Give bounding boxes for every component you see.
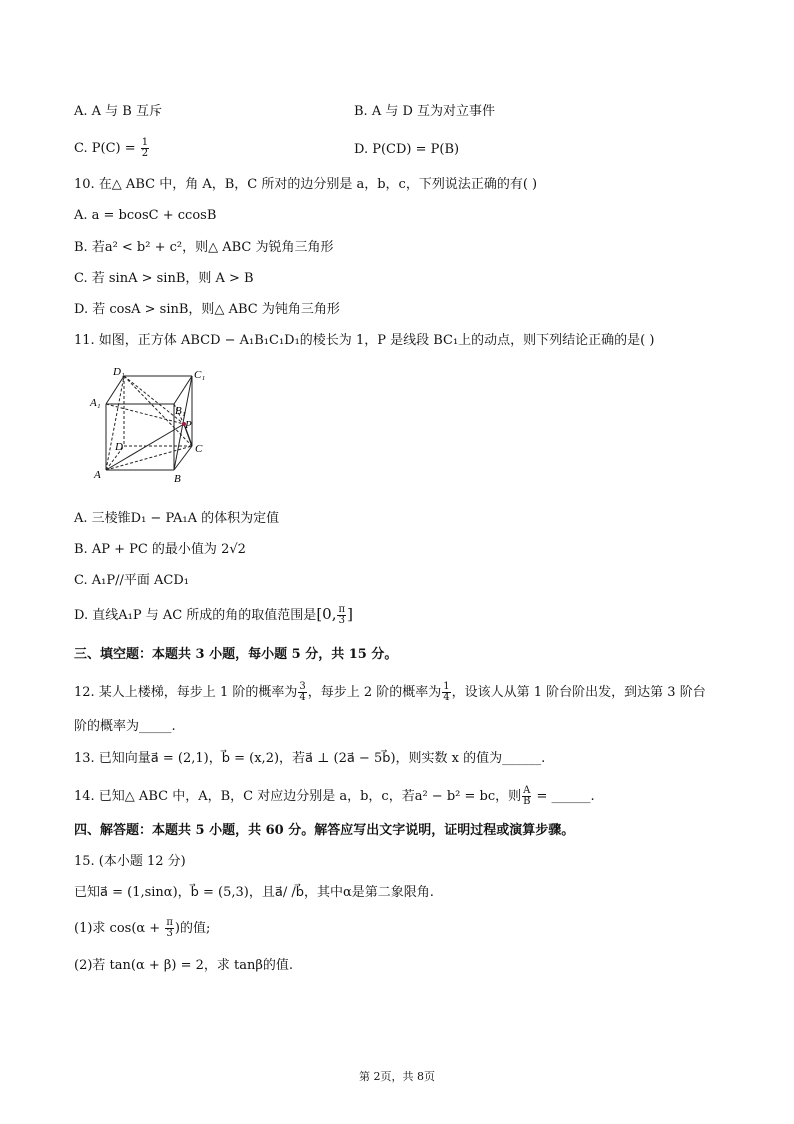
fraction-denominator: 3: [338, 615, 345, 626]
fraction-numerator: π: [338, 604, 346, 615]
q12-text-3: ，设该人从第 1 阶台阶出发，到达第 3 阶台: [451, 685, 706, 700]
q15-given: 已知a⃗ = (1,sinα)，b⃗ = (5,3)，且a⃗/ /b⃗，其中α是第二象限角.: [74, 885, 434, 900]
label-b: B: [174, 473, 181, 485]
q10-option-b: B. 若a² < b² + c²，则△ ABC 为锐角三角形: [74, 240, 334, 255]
q9-option-a: A. A 与 B 互斥: [74, 104, 162, 119]
q15-part-1: [74, 918, 210, 939]
fraction-numerator: 1: [443, 681, 450, 692]
label-p: P: [185, 419, 192, 431]
label-b1: B₁: [175, 405, 186, 417]
q12-fraction-1: [298, 682, 306, 703]
q14-text-post: = ______.: [532, 789, 595, 804]
cube-figure: [86, 362, 216, 490]
q10-option-d: D. 若 cosA > sinB，则△ ABC 为钝角三角形: [74, 302, 340, 317]
q12-line2: 阶的概率为_____.: [74, 719, 176, 734]
section-3-heading: 三、填空题：本题共 3 小题，每小题 5 分，共 15 分。: [74, 647, 398, 662]
range-open: [0,: [316, 605, 337, 623]
q10-stem: 10. 在△ ABC 中，角 A，B，C 所对的边分别是 a，b，c，下列说法正确的有( ): [74, 177, 538, 192]
label-c: C: [195, 443, 203, 455]
section-4-heading: 四、解答题：本题共 5 小题，共 60 分。解答应写出文字说明，证明过程或演算步骤。: [74, 823, 575, 838]
fraction-numerator: A: [523, 785, 531, 796]
q15-part-1-pre: (1)求 cos(α +: [74, 921, 165, 936]
label-a: A: [94, 469, 101, 481]
fraction-numerator: 3: [299, 681, 306, 692]
fraction-denominator: 3: [166, 928, 173, 939]
q9-option-c-text: C. P(C) =: [74, 141, 140, 156]
q14-fraction: [522, 786, 531, 807]
q13-text: 13. 已知向量a⃗ = (2,1)，b⃗ = (x,2)，若a⃗ ⊥ (2a⃗ − 5b⃗)，则实数 x 的值为______.: [74, 751, 546, 766]
fraction-denominator: 4: [443, 692, 450, 703]
q10-option-a: A. a = bcosC + ccosB: [74, 208, 217, 223]
page-footer: 第 2页，共 8页: [359, 1070, 435, 1083]
q15-part-1-fraction: [165, 918, 174, 939]
label-c1: C₁: [194, 369, 206, 381]
q12-line1: [74, 682, 706, 703]
q15-part-2: (2)若 tan(α + β) = 2，求 tanβ的值.: [74, 958, 294, 973]
fraction-denominator: B: [523, 796, 531, 807]
q11-option-d-text: D. 直线A₁P 与 AC 所成的角的取值范围是: [74, 608, 317, 623]
fraction-denominator: 4: [299, 692, 306, 703]
q9-option-b: B. A 与 D 互为对立事件: [354, 104, 496, 119]
fraction-numerator: π: [166, 917, 173, 928]
label-a1: A₁: [90, 397, 101, 409]
q15-heading: 15. (本小题 12 分): [74, 854, 186, 869]
q10-option-c: C. 若 sinA > sinB，则 A > B: [74, 271, 254, 286]
q9-option-c: [74, 138, 150, 159]
label-d: D: [115, 441, 123, 453]
q11-option-d-fraction: [337, 605, 346, 626]
q11-option-a: A. 三棱锥D₁ − PA₁A 的体积为定值: [74, 511, 280, 526]
range-close: ]: [347, 605, 353, 623]
q11-stem: 11. 如图，正方体 ABCD − A₁B₁C₁D₁的棱长为 1，P 是线段 BC₁上的动点，则下列结论正确的是( ): [74, 333, 655, 348]
fraction-numerator: 1: [141, 137, 149, 148]
q12-text-2: ，每步上 2 阶的概率为: [307, 685, 442, 700]
q11-option-c: C. A₁P//平面 ACD₁: [74, 573, 189, 588]
q14-text-pre: 14. 已知△ ABC 中，A，B，C 对应边分别是 a，b，c，若a² − b² = bc，则: [74, 789, 522, 804]
q11-option-b: B. AP + PC 的最小值为 2√2: [74, 542, 246, 557]
q12-fraction-2: [442, 682, 450, 703]
q12-text-1: 12. 某人上楼梯，每步上 1 阶的概率为: [74, 685, 298, 700]
q14-text: [74, 786, 595, 807]
q15-part-1-post: )的值;: [174, 921, 211, 936]
label-d1: D₁: [113, 366, 125, 378]
q11-option-d: [74, 605, 353, 626]
fraction-denominator: 2: [141, 148, 149, 159]
q9-option-d: D. P(CD) = P(B): [354, 142, 460, 157]
q9-option-c-fraction: [141, 138, 149, 159]
